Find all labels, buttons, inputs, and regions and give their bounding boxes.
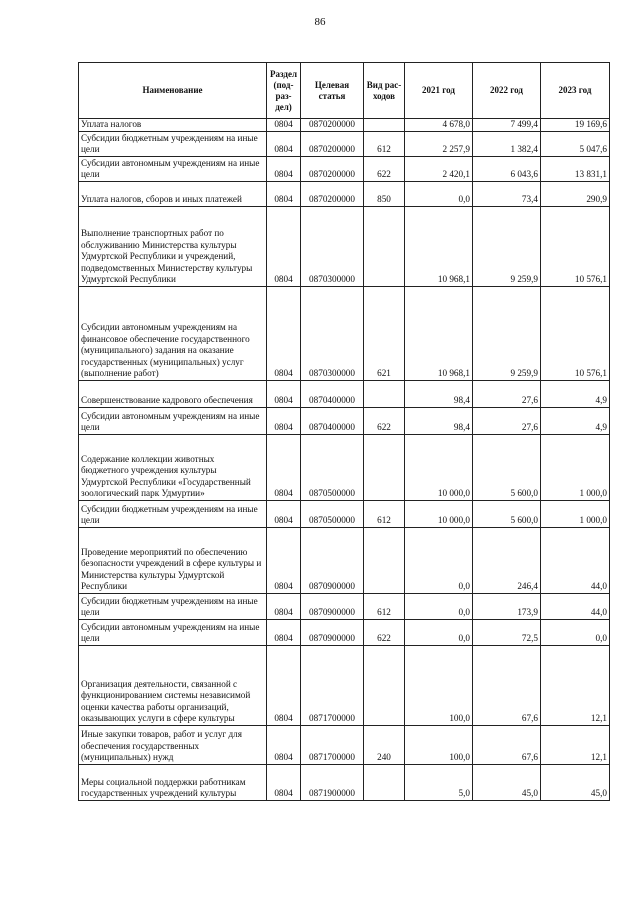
- row-kind: [364, 527, 405, 593]
- row-value-2023: 44,0: [541, 527, 610, 593]
- row-name: Субсидии автономным учреждениям на иные цели: [79, 156, 267, 181]
- row-kind: 622: [364, 407, 405, 434]
- row-section: 0804: [267, 407, 301, 434]
- row-value-2023: 12,1: [541, 645, 610, 725]
- row-value-2022: 73,4: [473, 181, 541, 206]
- row-target: 0870300000: [301, 286, 364, 380]
- row-name: Субсидии автономным учреждениям на иные цели: [79, 619, 267, 645]
- table-row: [79, 527, 610, 593]
- row-value-2022: 27,6: [473, 407, 541, 434]
- table-row: [79, 206, 610, 286]
- row-section: 0804: [267, 764, 301, 800]
- row-name: Субсидии бюджетным учреждениям на иные цели: [79, 593, 267, 619]
- row-target: 0870200000: [301, 181, 364, 206]
- header-section: Раздел (под-раз-дел): [267, 63, 301, 119]
- row-value-2022: 67,6: [473, 645, 541, 725]
- table-row: [79, 380, 610, 407]
- row-value-2022: 7 499,4: [473, 119, 541, 132]
- row-value-2021: 0,0: [405, 593, 473, 619]
- row-name: Содержание коллекции животных бюджетного учреждения культуры Удмуртской Республики «Государственный зоологический парк Удмуртии»: [79, 434, 267, 500]
- row-name: Уплата налогов, сборов и иных платежей: [79, 181, 267, 206]
- row-name: Иные закупки товаров, работ и услуг для обеспечения государственных (муниципальных) нужд: [79, 725, 267, 764]
- row-value-2022: 1 382,4: [473, 131, 541, 156]
- row-target: 0870200000: [301, 156, 364, 181]
- table-row: [79, 407, 610, 434]
- row-value-2021: 10 968,1: [405, 286, 473, 380]
- row-kind: 240: [364, 725, 405, 764]
- row-value-2022: 5 600,0: [473, 500, 541, 527]
- row-value-2022: 27,6: [473, 380, 541, 407]
- row-section: 0804: [267, 131, 301, 156]
- row-section: 0804: [267, 156, 301, 181]
- row-value-2023: 13 831,1: [541, 156, 610, 181]
- row-section: 0804: [267, 593, 301, 619]
- row-section: 0804: [267, 645, 301, 725]
- row-value-2023: 12,1: [541, 725, 610, 764]
- row-target: 0870200000: [301, 131, 364, 156]
- header-name: Наименование: [79, 63, 267, 119]
- table-row: [79, 434, 610, 500]
- row-kind: [364, 645, 405, 725]
- row-kind: [364, 119, 405, 132]
- row-target: 0870500000: [301, 500, 364, 527]
- row-value-2021: 5,0: [405, 764, 473, 800]
- row-value-2021: 98,4: [405, 380, 473, 407]
- table-row: [79, 500, 610, 527]
- row-name: Субсидии автономным учреждениям на иные цели: [79, 407, 267, 434]
- row-target: 0870900000: [301, 527, 364, 593]
- row-section: 0804: [267, 206, 301, 286]
- table-row: [79, 593, 610, 619]
- row-value-2021: 100,0: [405, 645, 473, 725]
- row-target: 0870400000: [301, 380, 364, 407]
- row-target: 0870400000: [301, 407, 364, 434]
- row-value-2021: 10 000,0: [405, 434, 473, 500]
- row-value-2023: 19 169,6: [541, 119, 610, 132]
- row-section: 0804: [267, 434, 301, 500]
- row-value-2021: 100,0: [405, 725, 473, 764]
- row-kind: 612: [364, 500, 405, 527]
- row-target: 0871700000: [301, 645, 364, 725]
- row-section: 0804: [267, 500, 301, 527]
- table-row: [79, 181, 610, 206]
- row-target: 0870900000: [301, 593, 364, 619]
- row-value-2023: 10 576,1: [541, 206, 610, 286]
- row-section: 0804: [267, 119, 301, 132]
- row-value-2021: 10 000,0: [405, 500, 473, 527]
- row-value-2023: 44,0: [541, 593, 610, 619]
- table-row: [79, 619, 610, 645]
- header-2021: 2021 год: [405, 63, 473, 119]
- row-value-2021: 2 257,9: [405, 131, 473, 156]
- row-value-2022: 9 259,9: [473, 206, 541, 286]
- header-2023: 2023 год: [541, 63, 610, 119]
- table-row: [79, 764, 610, 800]
- row-name: Субсидии бюджетным учреждениям на иные цели: [79, 500, 267, 527]
- row-value-2021: 98,4: [405, 407, 473, 434]
- header-kind: Вид рас-ходов: [364, 63, 405, 119]
- row-kind: [364, 206, 405, 286]
- row-kind: [364, 380, 405, 407]
- row-value-2022: 9 259,9: [473, 286, 541, 380]
- row-section: 0804: [267, 527, 301, 593]
- row-value-2021: 0,0: [405, 181, 473, 206]
- row-target: 0871700000: [301, 725, 364, 764]
- header-target: Целевая статья: [301, 63, 364, 119]
- table-row: [79, 119, 610, 132]
- table-row: [79, 156, 610, 181]
- row-kind: 622: [364, 156, 405, 181]
- row-section: 0804: [267, 181, 301, 206]
- row-section: 0804: [267, 286, 301, 380]
- row-value-2021: 0,0: [405, 527, 473, 593]
- row-value-2023: 1 000,0: [541, 500, 610, 527]
- row-section: 0804: [267, 619, 301, 645]
- table-row: [79, 286, 610, 380]
- row-kind: [364, 764, 405, 800]
- row-value-2023: 10 576,1: [541, 286, 610, 380]
- row-name: Выполнение транспортных работ по обслуживанию Министерства культуры Удмуртской Республики и учреждений, подведомственных Министерству культуры Удмуртской Республики: [79, 206, 267, 286]
- row-name: Субсидии автономным учреждениям на финансовое обеспечение государственного (муниципального) задания на оказание государственных (муниципальных) услуг (выполнение работ): [79, 286, 267, 380]
- table-row: [79, 725, 610, 764]
- row-target: 0870200000: [301, 119, 364, 132]
- row-value-2022: 246,4: [473, 527, 541, 593]
- row-kind: [364, 434, 405, 500]
- row-value-2023: 5 047,6: [541, 131, 610, 156]
- budget-table: [78, 62, 610, 801]
- row-kind: 612: [364, 593, 405, 619]
- row-value-2023: 0,0: [541, 619, 610, 645]
- row-target: 0870500000: [301, 434, 364, 500]
- row-value-2023: 4,9: [541, 380, 610, 407]
- row-section: 0804: [267, 725, 301, 764]
- row-value-2022: 173,9: [473, 593, 541, 619]
- row-section: 0804: [267, 380, 301, 407]
- row-value-2022: 6 043,6: [473, 156, 541, 181]
- row-target: 0870900000: [301, 619, 364, 645]
- row-value-2022: 72,5: [473, 619, 541, 645]
- row-name: Субсидии бюджетным учреждениям на иные цели: [79, 131, 267, 156]
- row-value-2023: 1 000,0: [541, 434, 610, 500]
- row-value-2021: 2 420,1: [405, 156, 473, 181]
- row-name: Организация деятельности, связанной с функционированием системы независимой оценки качества работы организаций, оказывающих услуги в сфере культуры: [79, 645, 267, 725]
- row-kind: 621: [364, 286, 405, 380]
- row-value-2023: 290,9: [541, 181, 610, 206]
- row-kind: 612: [364, 131, 405, 156]
- table-header-row: [79, 63, 610, 119]
- row-value-2022: 5 600,0: [473, 434, 541, 500]
- row-value-2021: 0,0: [405, 619, 473, 645]
- table-row: [79, 131, 610, 156]
- row-name: Меры социальной поддержки работникам государственных учреждений культуры: [79, 764, 267, 800]
- page-number: 86: [314, 16, 326, 28]
- row-value-2023: 45,0: [541, 764, 610, 800]
- row-name: Проведение мероприятий по обеспечению безопасности учреждений в сфере культуры и Министерства культуры Удмуртской Республики: [79, 527, 267, 593]
- row-target: 0871900000: [301, 764, 364, 800]
- row-value-2022: 67,6: [473, 725, 541, 764]
- row-value-2022: 45,0: [473, 764, 541, 800]
- row-kind: 850: [364, 181, 405, 206]
- table-row: [79, 645, 610, 725]
- row-name: Уплата налогов: [79, 119, 267, 132]
- row-value-2021: 10 968,1: [405, 206, 473, 286]
- row-value-2023: 4,9: [541, 407, 610, 434]
- row-target: 0870300000: [301, 206, 364, 286]
- header-2022: 2022 год: [473, 63, 541, 119]
- row-kind: 622: [364, 619, 405, 645]
- row-name: Совершенствование кадрового обеспечения: [79, 380, 267, 407]
- row-value-2021: 4 678,0: [405, 119, 473, 132]
